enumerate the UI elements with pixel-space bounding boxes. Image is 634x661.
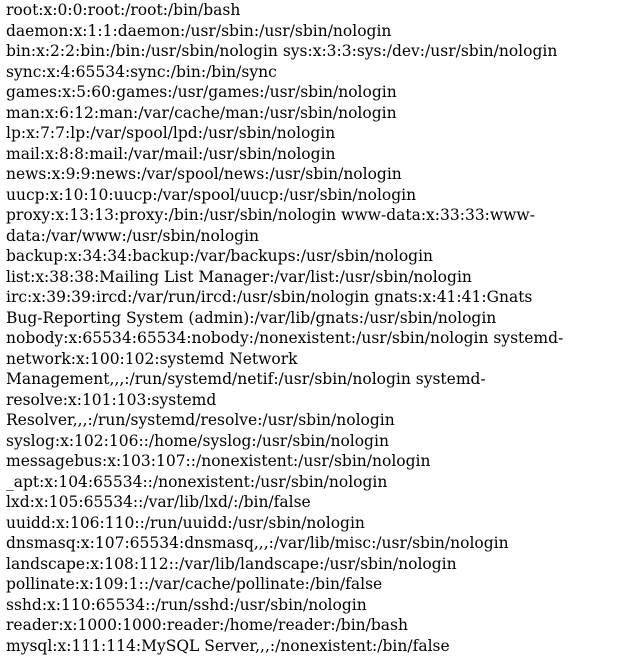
document-line: lxd:x:105:65534::/var/lib/lxd/:/bin/false xyxy=(6,493,311,511)
document-line: sshd:x:110:65534::/run/sshd:/usr/sbin/nologin xyxy=(6,595,367,614)
document-line: dnsmasq:x:107:65534:dnsmasq,,,:/var/lib/misc:/usr/sbin/nologin xyxy=(6,534,509,552)
document-line: data:/var/www:/usr/sbin/nologin xyxy=(6,226,260,245)
document-line: network:x:100:102:systemd Network xyxy=(6,349,298,368)
document-line: news:x:9:9:news:/var/spool/news:/usr/sbin/nologin xyxy=(6,165,402,183)
document-line: Resolver,,,:/run/systemd/resolve:/usr/sbin/nologin xyxy=(6,411,395,429)
document-line: resolve:x:101:103:systemd xyxy=(6,390,217,409)
document-line: bin:x:2:2:bin:/bin:/usr/sbin/nologin sys:x:3:3:sys:/dev:/usr/sbin/nologin xyxy=(6,42,558,60)
document-line: sync:x:4:65534:sync:/bin:/bin/sync xyxy=(6,62,277,81)
document-line: uuidd:x:106:110::/run/uuidd:/usr/sbin/nologin xyxy=(6,513,365,532)
document-line: messagebus:x:103:107::/nonexistent:/usr/sbin/nologin xyxy=(6,452,431,470)
document-line: Management,,,:/run/systemd/netif:/usr/sbin/nologin systemd- xyxy=(6,370,486,388)
document-line: reader:x:1000:1000:reader:/home/reader:/bin/bash xyxy=(6,616,408,634)
document-line: mysql:x:111:114:MySQL Server,,,:/nonexistent:/bin/false xyxy=(6,636,450,655)
document-line: irc:x:39:39:ircd:/var/run/ircd:/usr/sbin/nologin gnats:x:41:41:Gnats xyxy=(6,288,533,306)
document-line: Bug-Reporting System (admin):/var/lib/gnats:/usr/sbin/nologin xyxy=(6,308,497,327)
document-line: nobody:x:65534:65534:nobody:/nonexistent:/usr/sbin/nologin systemd- xyxy=(6,329,564,347)
document-line: backup:x:34:34:backup:/var/backups:/usr/sbin/nologin xyxy=(6,247,434,265)
document-line: daemon:x:1:1:daemon:/usr/sbin:/usr/sbin/nologin xyxy=(6,21,392,40)
document-line: root:x:0:0:root:/root:/bin/bash xyxy=(6,1,241,19)
document-line: mail:x:8:8:mail:/var/mail:/usr/sbin/nologin xyxy=(6,144,336,163)
document-line: man:x:6:12:man:/var/cache/man:/usr/sbin/nologin xyxy=(6,103,397,122)
document-line: syslog:x:102:106::/home/syslog:/usr/sbin/nologin xyxy=(6,431,389,450)
document-line: landscape:x:108:112::/var/lib/landscape:/usr/sbin/nologin xyxy=(6,554,457,573)
document-line: proxy:x:13:13:proxy:/bin:/usr/sbin/nologin www-data:x:33:33:www- xyxy=(6,206,535,224)
document-line: games:x:5:60:games:/usr/games:/usr/sbin/nologin xyxy=(6,83,397,101)
document-line: pollinate:x:109:1::/var/cache/pollinate:/bin/false xyxy=(6,575,383,593)
document-line: _apt:x:104:65534::/nonexistent:/usr/sbin/nologin xyxy=(6,472,388,491)
document-line: list:x:38:38:Mailing List Manager:/var/list:/usr/sbin/nologin xyxy=(6,267,472,286)
document-line: uucp:x:10:10:uucp:/var/spool/uucp:/usr/sbin/nologin xyxy=(6,185,417,204)
document-line: lp:x:7:7:lp:/var/spool/lpd:/usr/sbin/nologin xyxy=(6,124,336,142)
